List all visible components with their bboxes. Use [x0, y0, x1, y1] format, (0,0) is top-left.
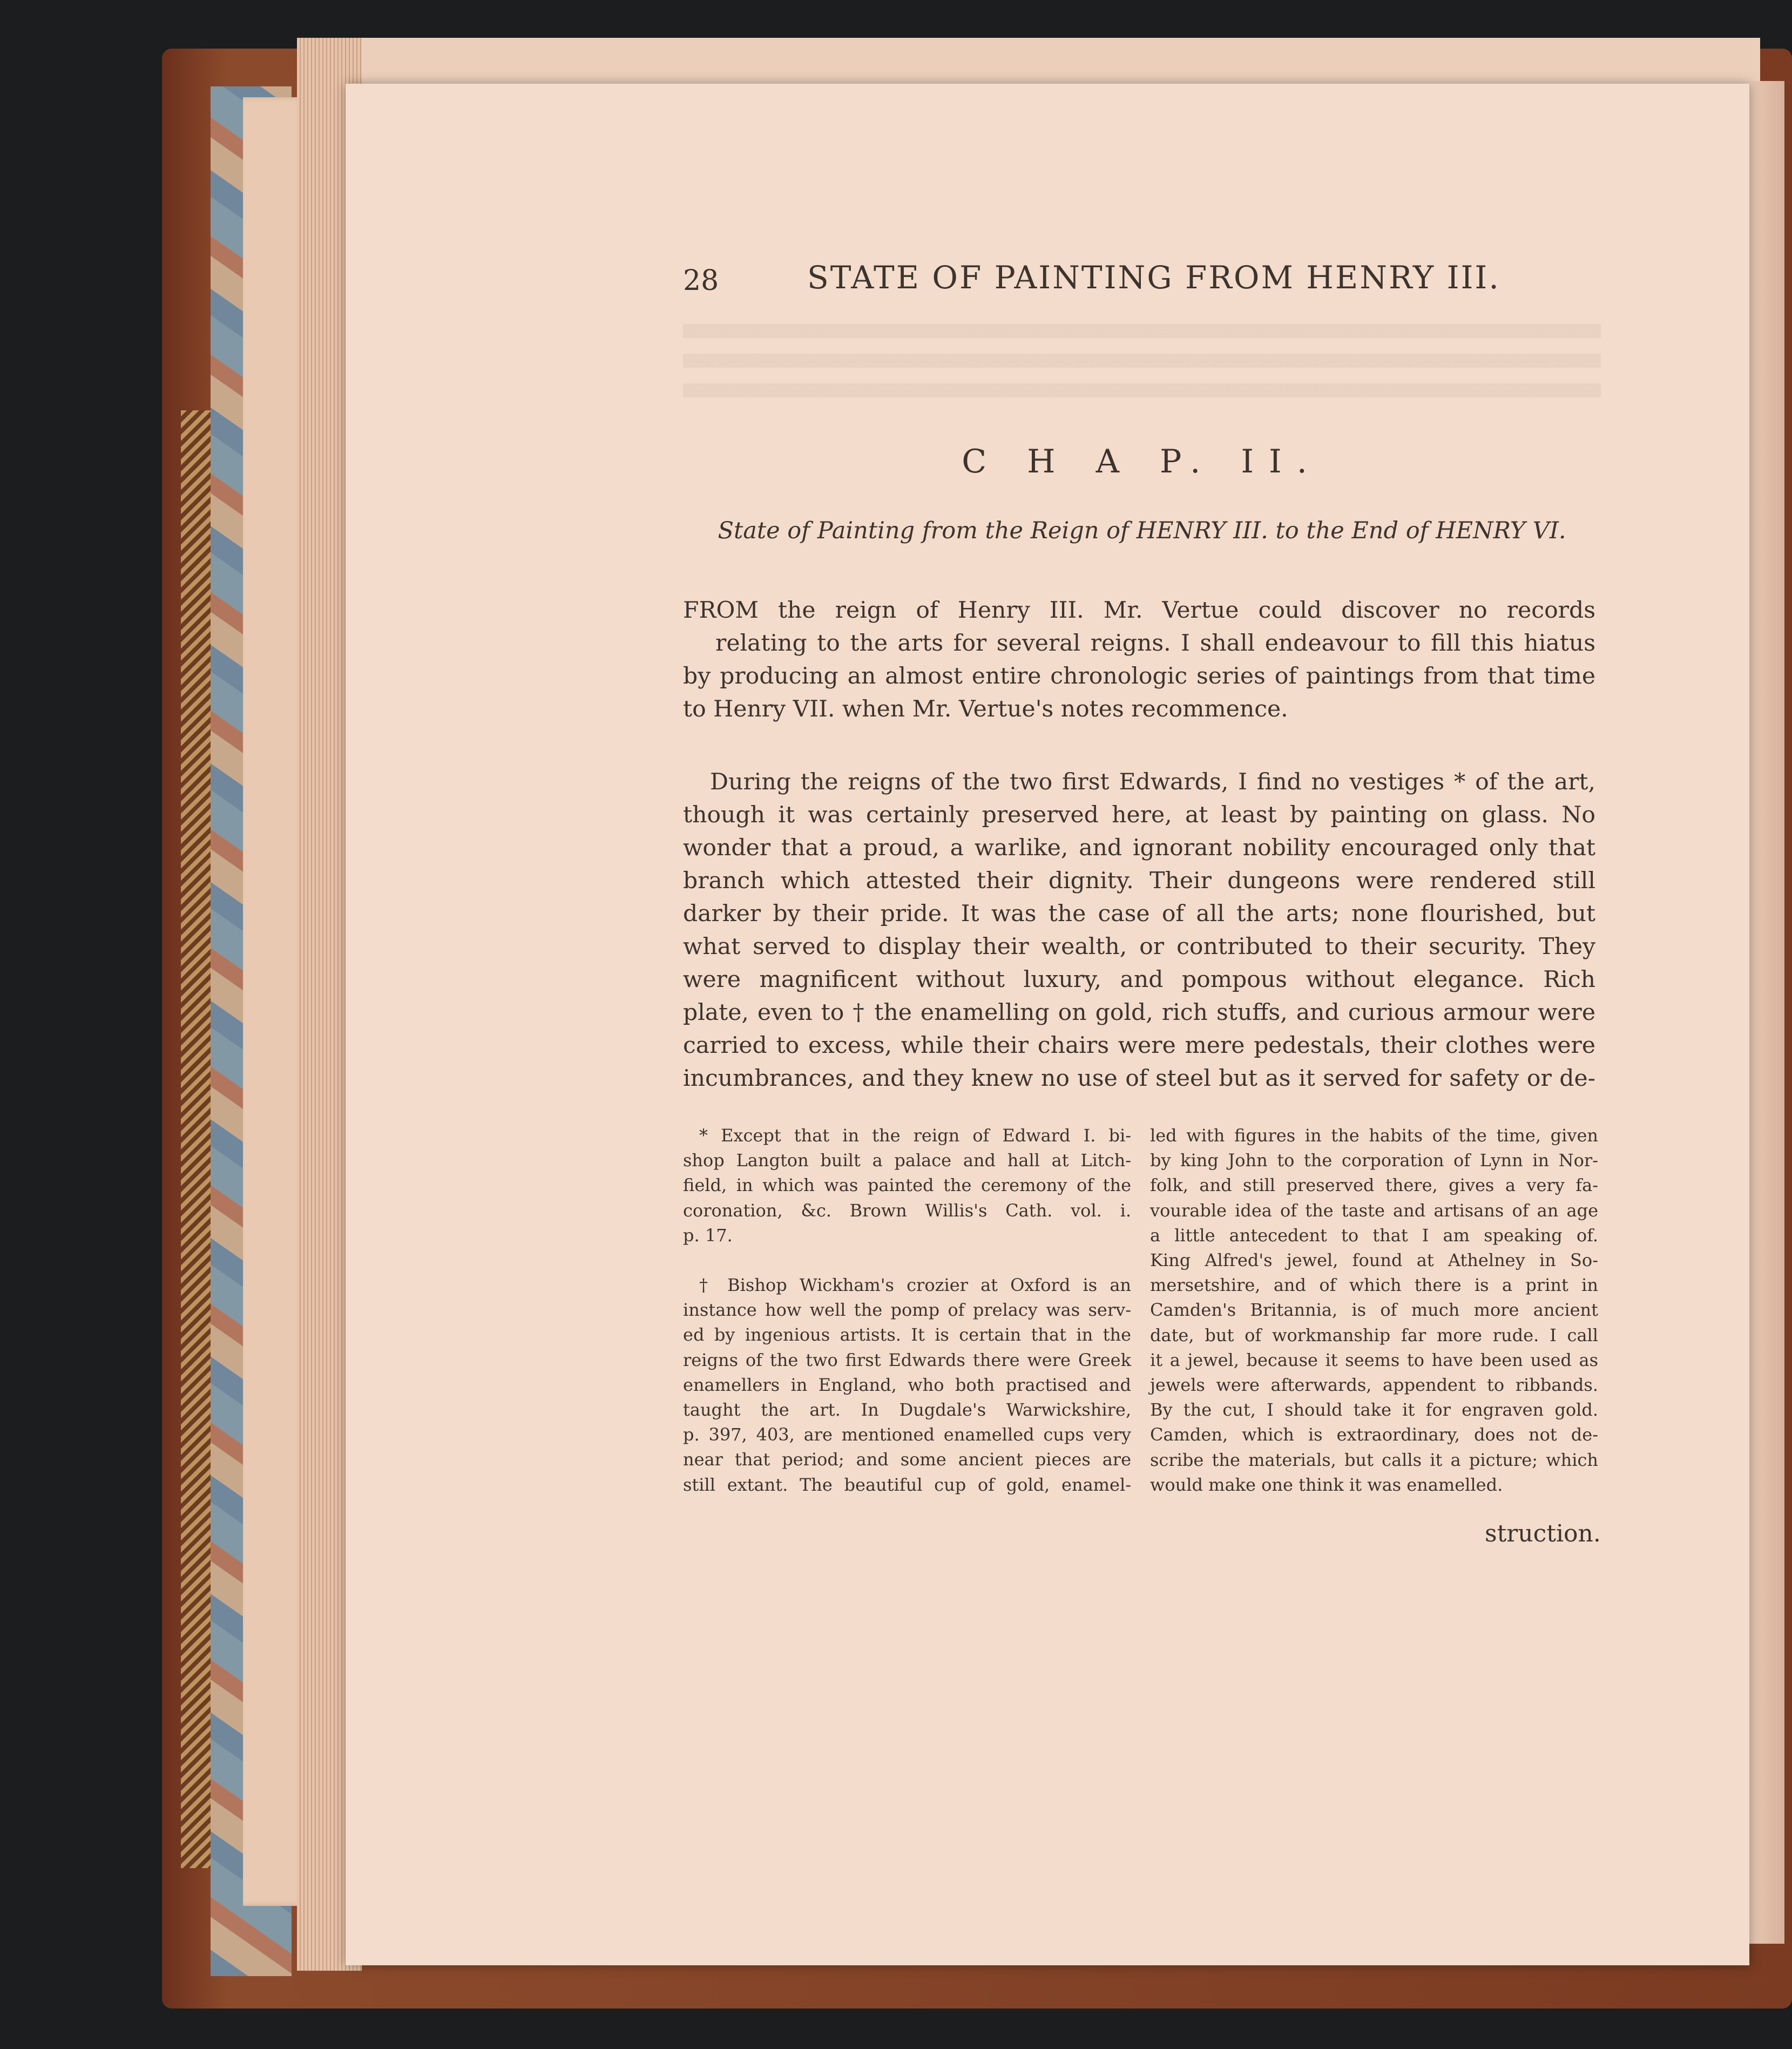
- text-line: wonder that a proud, a warlike, and ignorant nobility encouraged only that: [683, 835, 1595, 861]
- footnote-line: still extant. The beautiful cup of gold, enamel-: [683, 1474, 1131, 1495]
- footnote-line: jewels were afterwards, appendent to ribbands.: [1150, 1375, 1598, 1396]
- footnote-line: a little antecedent to that I am speaking of.: [1150, 1225, 1598, 1246]
- footnote-line: p. 397, 403, are mentioned enamelled cups very: [683, 1424, 1131, 1445]
- footnote-line: Camden's Britannia, is of much more ancient: [1150, 1300, 1598, 1321]
- footnote-line: King Alfred's jewel, found at Athelney in So-: [1150, 1250, 1598, 1271]
- footnote-line: taught the art. In Dugdale's Warwickshire,: [683, 1399, 1131, 1421]
- paragraph-2: [683, 766, 1595, 1095]
- text-line: branch which attested their dignity. Their dungeons were rendered still: [683, 868, 1595, 894]
- footnote-line: field, in which was painted the ceremony of the: [683, 1175, 1131, 1196]
- footnote-line: vourable idea of the taste and artisans of an age: [1150, 1200, 1598, 1221]
- footnote-line: By the cut, I should take it for engraven gold.: [1150, 1399, 1598, 1421]
- footnote-line: folk, and still preserved there, gives a very fa-: [1150, 1175, 1598, 1196]
- show-through-text: [683, 324, 1601, 410]
- footnote-line: scribe the materials, but calls it a picture; which: [1150, 1449, 1598, 1470]
- text-line: incumbrances, and they knew no use of steel but as it served for safety or de-: [683, 1065, 1595, 1092]
- footnote-line: coronation, &c. Brown Willis's Cath. vol. i.: [683, 1200, 1131, 1221]
- footnote-line: led with figures in the habits of the time, given: [1150, 1125, 1598, 1146]
- footnote-spacer: [683, 1248, 1131, 1273]
- text-line: plate, even to † the enamelling on gold, rich stuffs, and curious armour were: [683, 999, 1595, 1026]
- footnote-line: date, but of workmanship far more rude. I call: [1150, 1324, 1598, 1345]
- running-title: STATE OF PAINTING FROM HENRY III.: [807, 259, 1500, 296]
- footnote-line: † Bishop Wickham's crozier at Oxford is an: [699, 1275, 1131, 1296]
- footnote-line: shop Langton built a palace and hall at Litch-: [683, 1150, 1131, 1171]
- footnote-line: mersetshire, and of which there is a print in: [1150, 1275, 1598, 1296]
- text-line: During the reigns of the two first Edwards, I find no vestiges * of the art,: [710, 769, 1595, 795]
- spine-decoration: [181, 410, 211, 1868]
- text-line: darker by their pride. It was the case of all the arts; none flourished, but: [683, 901, 1595, 927]
- footnote-line: p. 17.: [683, 1225, 733, 1246]
- footnote-line: it a jewel, because it seems to have been used as: [1150, 1349, 1598, 1370]
- paragraph-1: [683, 594, 1595, 726]
- page-number: 28: [683, 265, 719, 297]
- footnotes-left-column: [683, 1123, 1131, 1497]
- footnote-line: instance how well the pomp of prelacy was serv-: [683, 1300, 1131, 1321]
- footnote-line: ed by ingenious artists. It is certain that in the: [683, 1324, 1131, 1345]
- text-line: FROM the reign of Henry III. Mr. Vertue could discover no records: [683, 597, 1595, 624]
- text-line: were magnificent without luxury, and pompous without elegance. Rich: [683, 966, 1595, 993]
- chapter-subtitle: State of Painting from the Reign of HENRY III. to the End of HENRY VI.: [718, 517, 1566, 544]
- text-line: what served to display their wealth, or contributed to their security. They: [683, 934, 1595, 960]
- footnotes-right-column: [1150, 1123, 1598, 1497]
- text-line: though it was certainly preserved here, at least by painting on glass. No: [683, 802, 1595, 828]
- text-line: relating to the arts for several reigns. I shall endeavour to fill this hiatus: [715, 630, 1595, 657]
- footnote-line: reigns of the two first Edwards there were Greek: [683, 1349, 1131, 1370]
- text-line: by producing an almost entire chronologic series of paintings from that time: [683, 663, 1595, 689]
- footnote-line: near that period; and some ancient pieces are: [683, 1449, 1131, 1470]
- footnote-line: would make one think it was enamelled.: [1150, 1474, 1503, 1495]
- text-line: to Henry VII. when Mr. Vertue's notes recommence.: [683, 696, 1288, 722]
- footnote-line: * Except that in the reign of Edward I. bi-: [699, 1125, 1131, 1146]
- footnote-line: enamellers in England, who both practised and: [683, 1374, 1131, 1395]
- catchword: struction.: [1485, 1520, 1601, 1547]
- text-line: carried to excess, while their chairs were mere pedestals, their clothes were: [683, 1032, 1595, 1059]
- page-top-edge: [302, 38, 1760, 89]
- footnote-line: Camden, which is extraordinary, does not de-: [1150, 1424, 1598, 1445]
- running-head: [683, 259, 1601, 308]
- footnote-line: by king John to the corporation of Lynn in Nor-: [1150, 1150, 1598, 1171]
- chapter-heading: C H A P. II.: [962, 443, 1322, 481]
